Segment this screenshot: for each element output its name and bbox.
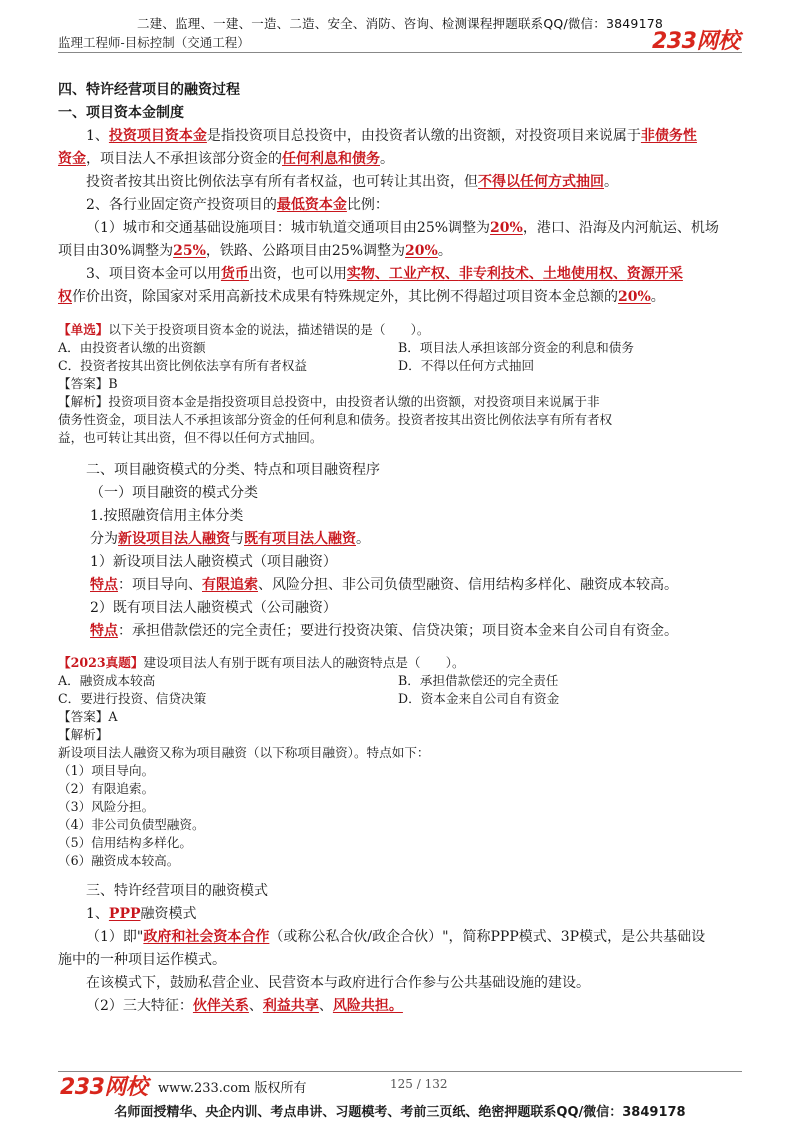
paragraph-line: 3、项目资本金可以用货币出资，也可以用实物、工业产权、非专利技术、土地使用权、资源开采 [86,266,683,282]
question-stem: 【单选】以下关于投资项目资本金的说法，描述错误的是（ ）。 [58,322,430,337]
paragraph-line: （1）即"政府和社会资本合作（或称公私合伙/政企合伙）"，简称PPP模式、3P模式，是公共基础设 [86,929,706,945]
footer-copyright: www.233.com 版权所有 [158,1081,307,1096]
paragraph-line: 资金，项目法人不承担该部分资金的任何利息和债务。 [58,151,394,167]
question-stem: 【2023真题】建设项目法人有别于既有项目法人的融资特点是（ ）。 [58,655,465,670]
explanation-line: 【解析】投资项目资本金是指投资项目总投资中，由投资者认缴的出资额，对投资项目来说属于非 [58,394,600,409]
list-item: （3）风险分担。 [58,799,155,814]
answer-line: 【答案】B [58,376,118,391]
paragraph-line: 1）新设项目法人融资模式（项目融资） [90,554,337,570]
footer-logo: 233网校 [60,1075,148,1100]
paragraph-line: 分为新设项目法人融资与既有项目法人融资。 [90,531,370,547]
section-title: 四、特许经营项目的融资过程 [58,82,240,98]
paragraph-line: 特点：承担借款偿还的完全责任；要进行投资决策、信贷决策；项目资本金来自公司自有资金。 [90,623,678,639]
paragraph-line: 项目由30%调整为25%，铁路、公路项目由25%调整为20%。 [58,243,452,259]
paragraph-line: 1.按照融资信用主体分类 [90,508,244,524]
subsection-title: 二、项目融资模式的分类、特点和项目融资程序 [86,462,380,478]
footer-promo-text: 名师面授精华、央企内训、考点串讲、习题模考、考前三页纸、绝密押题联系QQ/微信：3849178 [114,1105,686,1120]
list-item: （2）有限追索。 [58,781,155,796]
header-divider [58,52,742,53]
explanation-line: 债务性资金，项目法人不承担该部分资金的任何利息和债务。投资者按其出资比例依法享有所有者权 [58,412,613,427]
subsection-title: 三、特许经营项目的融资模式 [86,883,268,899]
paragraph-line: 2、各行业固定资产投资项目的最低资本金比例： [86,197,389,213]
paragraph-line: 权作价出资，除国家对采用高新技术成果有特殊规定外，其比例不得超过项目资本金总额的20%。 [58,289,665,305]
list-item: （4）非公司负债型融资。 [58,817,205,832]
paragraph-line: 1、投资项目资本金是指投资项目总投资中，由投资者认缴的出资额，对投资项目来说属于非债务性 [86,128,697,144]
question-options-row: A．由投资者认缴的出资额 B．项目法人承担该部分资金的利息和债务 [58,340,634,355]
list-item: （1）项目导向。 [58,763,155,778]
header-promo-text: 二建、监理、一建、一造、二造、安全、消防、咨询、检测课程押题联系QQ/微信：3849178 [136,16,664,31]
paragraph-line: 1、PPP融资模式 [86,906,197,922]
list-item: （6）融资成本较高。 [58,853,180,868]
question-options-row: C．投资者按其出资比例依法享有所有者权益 D．不得以任何方式抽回 [58,358,535,373]
question-options-row: C．要进行投资、信贷决策 D．资本金来自公司自有资金 [58,691,560,706]
paragraph-line: 投资者按其出资比例依法享有所有者权益，也可转让其出资，但不得以任何方式抽回。 [86,174,618,190]
answer-line: 【答案】A [58,709,118,724]
footer-divider [58,1071,742,1072]
explanation-tag: 【解析】 [58,727,109,742]
paragraph-line: 特点：项目导向、有限追索、风险分担、非公司负债型融资、信用结构多样化、融资成本较高。 [90,577,678,593]
brand-logo: 233网校 [652,29,740,54]
question-options-row: A．融资成本较高 B．承担借款偿还的完全责任 [58,673,559,688]
page-number: 125 / 132 [390,1077,448,1091]
paragraph-line: 2）既有项目法人融资模式（公司融资） [90,600,337,616]
paragraph-line: 施中的一种项目运作模式。 [58,952,226,968]
explanation-line: 益，也可转让其出资，但不得以任何方式抽回。 [58,430,323,445]
explanation-line: 新设项目法人融资又称为项目融资（以下称项目融资）。特点如下： [58,745,430,760]
header-course-title: 监理工程师-目标控制（交通工程） [58,35,250,50]
paragraph-line: 在该模式下，鼓励私营企业、民营资本与政府进行合作参与公共基础设施的建设。 [86,975,590,991]
paragraph-line: （2）三大特征：伙伴关系、利益共享、风险共担。 [86,998,403,1014]
paragraph-line: （1）城市和交通基础设施项目：城市轨道交通项目由25%调整为20%，港口、沿海及内河航运、机场 [86,220,719,236]
list-item: （5）信用结构多样化。 [58,835,192,850]
paragraph-line: （一）项目融资的模式分类 [90,485,258,501]
subsection-title: 一、项目资本金制度 [58,105,184,121]
